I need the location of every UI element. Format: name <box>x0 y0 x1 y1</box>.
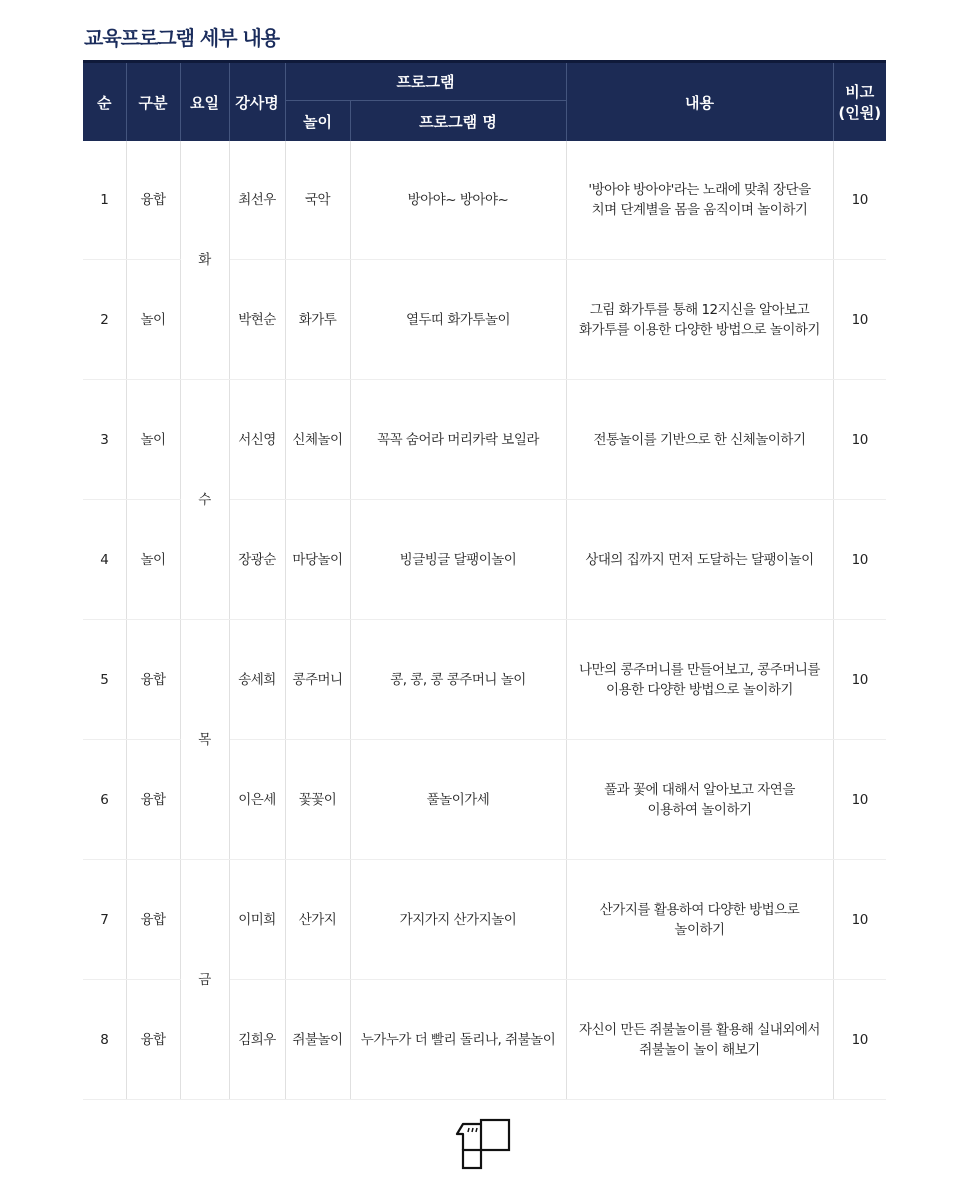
row-content-line1: 그림 화가투를 통해 12지신을 알아보고 <box>589 301 810 318</box>
row-category: 놀이 <box>126 380 180 500</box>
row-play: 신체놀이 <box>285 380 350 500</box>
row-no: 8 <box>83 980 126 1100</box>
row-no: 3 <box>83 380 126 500</box>
row-program-name: 누가누가 더 빨리 돌리나, 쥐불놀이 <box>350 980 566 1100</box>
row-category: 융합 <box>126 980 180 1100</box>
row-no: 2 <box>83 260 126 380</box>
header-content: 내용 <box>566 62 833 142</box>
row-content <box>566 620 833 740</box>
row-instructor: 송세희 <box>229 620 285 740</box>
row-category: 융합 <box>126 860 180 980</box>
row-program-name: 풀놀이가세 <box>350 740 566 860</box>
row-content-line2: 화가투를 이용한 다양한 방법으로 놀이하기 <box>579 321 820 338</box>
table-row <box>83 141 886 260</box>
row-content-line2: 놀이하기 <box>674 921 725 938</box>
row-play: 꽃꽃이 <box>285 740 350 860</box>
row-content <box>566 860 833 980</box>
row-category: 놀이 <box>126 500 180 620</box>
row-instructor: 최선우 <box>229 141 285 260</box>
header-note-line1: 비고 <box>845 83 875 101</box>
table-row <box>83 380 886 500</box>
row-day: 화 <box>180 141 229 380</box>
row-category: 융합 <box>126 740 180 860</box>
row-instructor: 박현순 <box>229 260 285 380</box>
row-day: 목 <box>180 620 229 860</box>
header-play: 놀이 <box>285 101 350 142</box>
row-play: 쥐불놀이 <box>285 980 350 1100</box>
row-note: 10 <box>833 860 886 980</box>
row-instructor: 이은세 <box>229 740 285 860</box>
row-content-line1: 자신이 만든 쥐불놀이를 활용해 실내외에서 <box>579 1021 820 1038</box>
row-play: 산가지 <box>285 860 350 980</box>
row-content: 상대의 집까지 먼저 도달하는 달팽이놀이 <box>566 500 833 620</box>
row-no: 1 <box>83 141 126 260</box>
header-row <box>83 62 886 101</box>
row-program-name: 콩, 콩, 콩 콩주머니 놀이 <box>350 620 566 740</box>
row-note: 10 <box>833 740 886 860</box>
row-play: 국악 <box>285 141 350 260</box>
table-row <box>83 620 886 740</box>
header-day: 요일 <box>180 62 229 142</box>
row-no: 5 <box>83 620 126 740</box>
row-content-line2: 이용하여 놀이하기 <box>647 801 752 818</box>
row-category: 융합 <box>126 141 180 260</box>
row-note: 10 <box>833 980 886 1100</box>
row-content-line2: 이용한 다양한 방법으로 놀이하기 <box>606 681 793 698</box>
header-program: 프로그램 <box>285 62 566 101</box>
row-play: 화가투 <box>285 260 350 380</box>
row-note: 10 <box>833 380 886 500</box>
row-instructor: 이미희 <box>229 860 285 980</box>
header-no: 순 <box>83 62 126 142</box>
row-content-line1: 나만의 콩주머니를 만들어보고, 콩주머니를 <box>579 661 820 678</box>
logo-icon <box>455 1118 513 1170</box>
row-content-line2: 치며 단계별을 몸을 움직이며 놀이하기 <box>591 202 808 218</box>
row-note: 10 <box>833 141 886 260</box>
row-content-line1: 산가지를 활용하여 다양한 방법으로 <box>599 901 800 918</box>
page-title: 교육프로그램 세부 내용 <box>84 26 280 50</box>
row-category: 놀이 <box>126 260 180 380</box>
row-no: 6 <box>83 740 126 860</box>
row-note: 10 <box>833 260 886 380</box>
row-content-line1: '방아야 방아야'라는 노래에 맞춰 장단을 <box>588 182 811 198</box>
row-content <box>566 141 833 260</box>
row-program-name: 열두띠 화가투놀이 <box>350 260 566 380</box>
row-program-name: 방아야~ 방아야~ <box>350 141 566 260</box>
row-content <box>566 740 833 860</box>
row-instructor: 서신영 <box>229 380 285 500</box>
header-note-line2: (인원) <box>838 104 882 122</box>
header-program-name: 프로그램 명 <box>350 101 566 142</box>
row-day: 수 <box>180 380 229 620</box>
row-note: 10 <box>833 500 886 620</box>
header-category: 구분 <box>126 62 180 142</box>
row-no: 4 <box>83 500 126 620</box>
header-note <box>833 62 886 142</box>
row-content <box>566 980 833 1100</box>
row-play: 마당놀이 <box>285 500 350 620</box>
program-table <box>83 60 886 1100</box>
row-day: 금 <box>180 860 229 1100</box>
row-instructor: 장광순 <box>229 500 285 620</box>
row-content-line1: 풀과 꽃에 대해서 알아보고 자연을 <box>604 781 795 798</box>
row-category: 융합 <box>126 620 180 740</box>
row-note: 10 <box>833 620 886 740</box>
row-program-name: 꼭꼭 숨어라 머리카락 보일라 <box>350 380 566 500</box>
table-row <box>83 860 886 980</box>
row-content-line2: 쥐불놀이 놀이 해보기 <box>639 1041 760 1058</box>
row-program-name: 빙글빙글 달팽이놀이 <box>350 500 566 620</box>
header-instructor: 강사명 <box>229 62 285 142</box>
row-program-name: 가지가지 산가지놀이 <box>350 860 566 980</box>
row-instructor: 김희우 <box>229 980 285 1100</box>
row-content <box>566 260 833 380</box>
row-play: 콩주머니 <box>285 620 350 740</box>
row-content: 전통놀이를 기반으로 한 신체놀이하기 <box>566 380 833 500</box>
row-no: 7 <box>83 860 126 980</box>
